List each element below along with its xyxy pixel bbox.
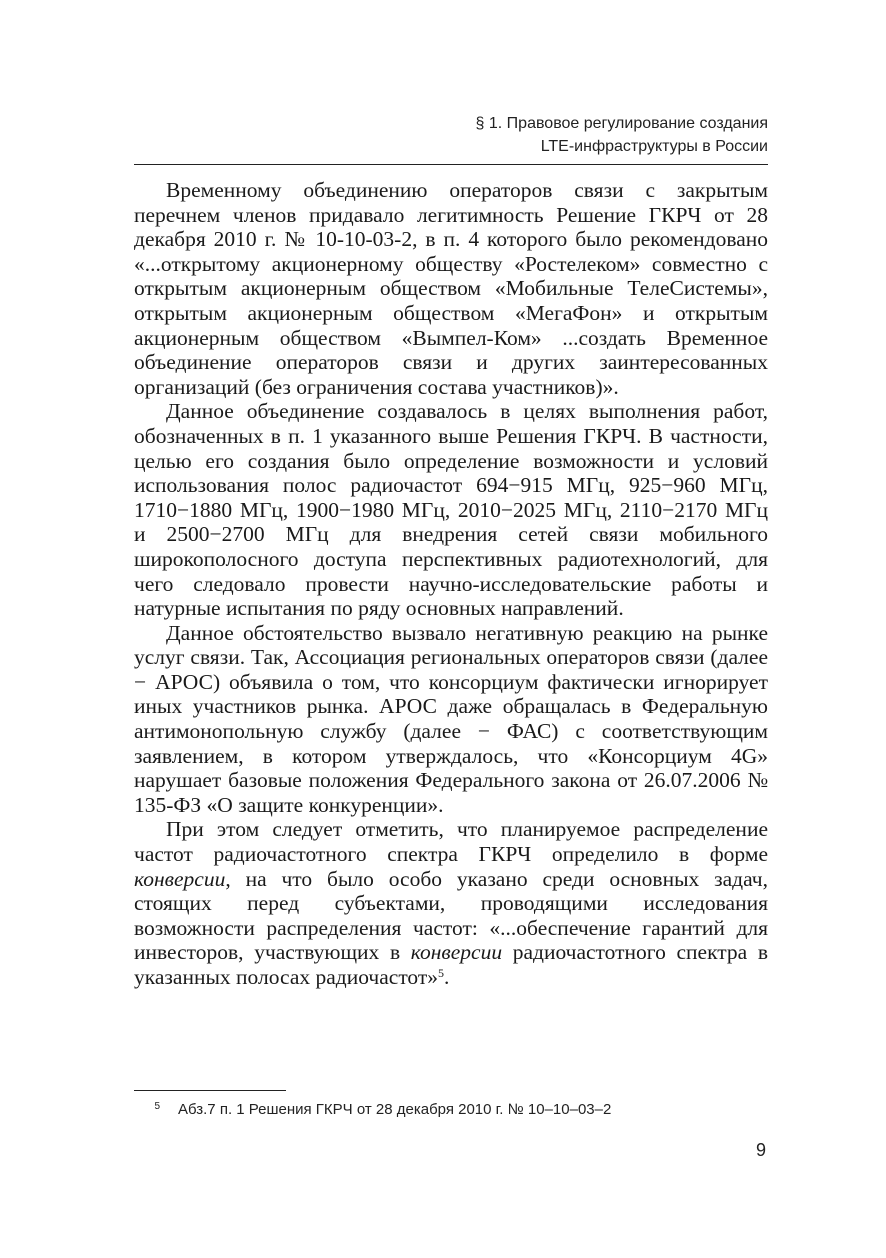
paragraph-4-text-b: , на что было особо указано среди основных задач, стоящих перед субъектами, проводящими исследования возможности распределения частот: «...обеспечение гарантий для инвесторов, участвующих в: [134, 866, 768, 965]
paragraph-2: Данное объединение создавалось в целях выполнения работ, обозначенных в п. 1 указанного выше Решения ГКРЧ. В частности, целью его создания было определение возможности и условий использования полос радиочастот 694−915 МГц, 925−960 МГц, 1710−1880 МГц, 1900−1980 МГц, 2010−2025 МГц, 2110−2170 МГц и 2500−2700 МГц для внедрения сетей связи мобильного широкополосного доступа перспективных радиотехнологий, для чего следовало провести научно-исследовательские работы и натурные испытания по ряду основных направлений.: [134, 399, 768, 621]
paragraph-4-text-c: радиочастотного спектра в указанных полосах радиочастот»: [134, 940, 768, 989]
footnote-divider: [134, 1090, 286, 1091]
running-header: [476, 112, 768, 158]
italic-term-konversii-2: конверсии: [410, 940, 503, 965]
header-divider: [134, 164, 768, 165]
running-header-line-1: § 1. Правовое регулирование создания: [475, 115, 768, 132]
footnote: [134, 1098, 768, 1119]
page-number: 9: [755, 1140, 766, 1160]
body-text: [134, 178, 768, 990]
paragraph-3: Данное обстоятельство вызвало негативную реакцию на рынке услуг связи. Так, Ассоциация региональных операторов связи (далее − АРОС) объявила о том, что консорциум фактически игнорирует иных участников рынка. АРОС даже обращалась в Федеральную антимонопольную службу (далее − ФАС) с соответствующим заявлением, в котором утверждалось, что «Консорциум 4G» нарушает базовые положения Федерального закона от 26.07.2006 № 135-ФЗ «О защите конкуренции».: [134, 620, 768, 817]
paragraph-1: Временному объединению операторов связи с закрытым перечнем членов придавало легитимность Решение ГКРЧ от 28 декабря 2010 г. № 10-10-03-2, в п. 4 которого было рекомендовано «...открытому акционерному обществу «Ростелеком» совместно с открытым акционерным обществом «Мобильные ТелеСистемы», открытым акционерным обществом «МегаФон» и открытым акционерным обществом «Вымпел-Ком» ...создать Временное объединение операторов связи и других заинтересованных организаций (без ограничения состава участников)».: [134, 178, 768, 399]
italic-term-konversii-1: конверсии: [134, 866, 226, 891]
footnote-number: 5: [154, 1101, 160, 1112]
footnote-text: Абз.7 п. 1 Решения ГКРЧ от 28 декабря 2010 г. № 10–10–03–2: [178, 1101, 612, 1118]
paragraph-4-end: .: [444, 965, 450, 989]
running-header-line-2: LTE-инфраструктуры в России: [540, 138, 768, 155]
footnote-reference[interactable]: 5: [438, 966, 445, 980]
paragraph-4-text-a: При этом следует отметить, что планируемое распределение частот радиочастотного спектра ГКРЧ определило в форме: [134, 817, 768, 867]
paragraph-4: [134, 817, 768, 989]
